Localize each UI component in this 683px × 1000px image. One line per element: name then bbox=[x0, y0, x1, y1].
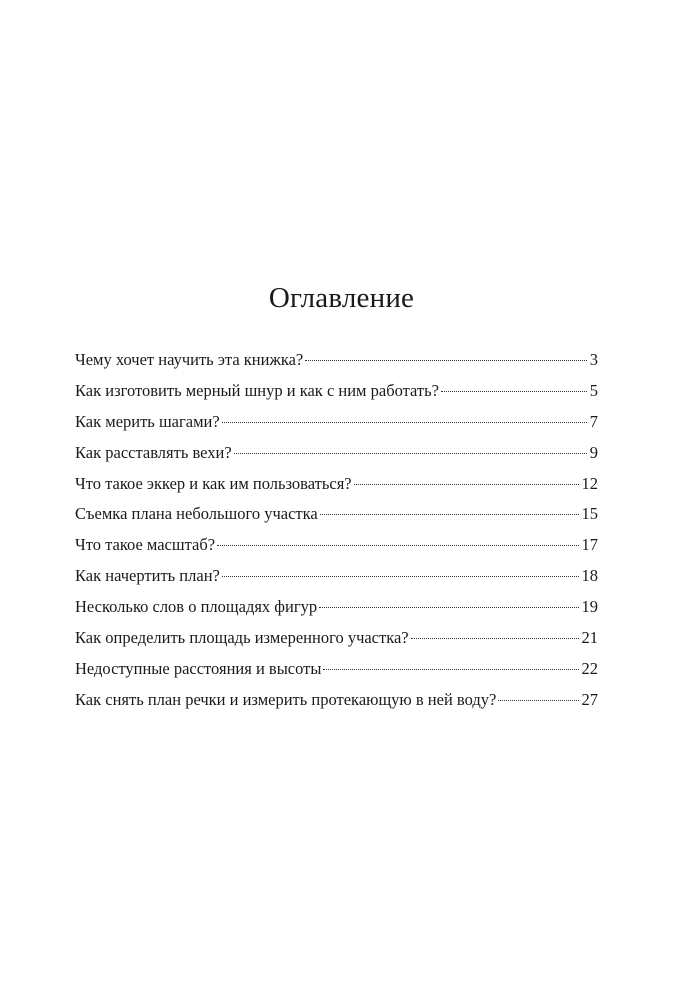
toc-entry-title: Несколько слов о площадях фигур bbox=[75, 597, 318, 617]
toc-entry-page: 18 bbox=[581, 566, 598, 586]
toc-entry bbox=[75, 345, 598, 376]
toc-entry-page: 9 bbox=[589, 442, 598, 462]
toc-dot-leader bbox=[319, 607, 578, 608]
toc-dot-leader bbox=[354, 484, 579, 485]
toc-entry-title: Как изготовить мерный шнур и как с ним работать? bbox=[75, 380, 439, 400]
toc-entry-title: Съемка плана небольшого участка bbox=[75, 504, 318, 524]
toc-entry-title: Как расставлять вехи? bbox=[75, 442, 232, 462]
toc-entry bbox=[75, 499, 598, 530]
toc-entry bbox=[75, 469, 598, 500]
toc-entry bbox=[75, 654, 598, 685]
toc-entry-title: Что такое масштаб? bbox=[75, 535, 216, 555]
toc-dot-leader bbox=[498, 700, 578, 701]
toc-entry-page: 21 bbox=[581, 628, 598, 648]
toc-dot-leader bbox=[441, 391, 587, 392]
toc-entry-title: Как начертить план? bbox=[75, 566, 220, 586]
toc-entry-page: 22 bbox=[581, 658, 598, 678]
toc-entry-title: Что такое эккер и как им пользоваться? bbox=[75, 473, 352, 493]
toc-dot-leader bbox=[411, 638, 579, 639]
toc-entry-page: 7 bbox=[589, 411, 598, 431]
toc-entry-title: Как определить площадь измеренного участка? bbox=[75, 628, 409, 648]
toc-entry bbox=[75, 685, 598, 716]
toc-dot-leader bbox=[222, 576, 579, 577]
toc-entry bbox=[75, 592, 598, 623]
toc-entry-title: Чему хочет научить эта книжка? bbox=[75, 350, 304, 369]
toc-heading: Оглавление bbox=[268, 282, 415, 314]
toc-entry-page: 19 bbox=[581, 597, 598, 617]
toc-entry-title: Недоступные расстояния и высоты bbox=[75, 658, 322, 678]
toc-entry-page: 27 bbox=[581, 689, 598, 709]
toc-entry bbox=[75, 561, 598, 592]
toc-dot-leader bbox=[320, 514, 579, 515]
toc-entry-page: 17 bbox=[581, 535, 598, 555]
toc-dot-leader bbox=[234, 453, 587, 454]
toc-entry bbox=[75, 623, 598, 654]
toc-entry-page: 3 bbox=[589, 350, 598, 369]
toc-dot-leader bbox=[222, 422, 587, 423]
toc-entry-page: 5 bbox=[589, 380, 598, 400]
toc-dot-leader bbox=[217, 545, 578, 546]
toc-entry-page: 12 bbox=[581, 473, 598, 493]
toc-entry-page: 15 bbox=[581, 504, 598, 524]
toc-entry bbox=[75, 530, 598, 561]
toc-entry-title: Как мерить шагами? bbox=[75, 411, 220, 431]
toc-dot-leader bbox=[305, 360, 586, 361]
toc-entry bbox=[75, 376, 598, 407]
toc-entry-title: Как снять план речки и измерить протекающую в ней воду? bbox=[75, 689, 497, 709]
toc-entry bbox=[75, 407, 598, 438]
toc-entry bbox=[75, 438, 598, 469]
toc-dot-leader bbox=[323, 669, 578, 670]
toc-list bbox=[75, 345, 598, 716]
